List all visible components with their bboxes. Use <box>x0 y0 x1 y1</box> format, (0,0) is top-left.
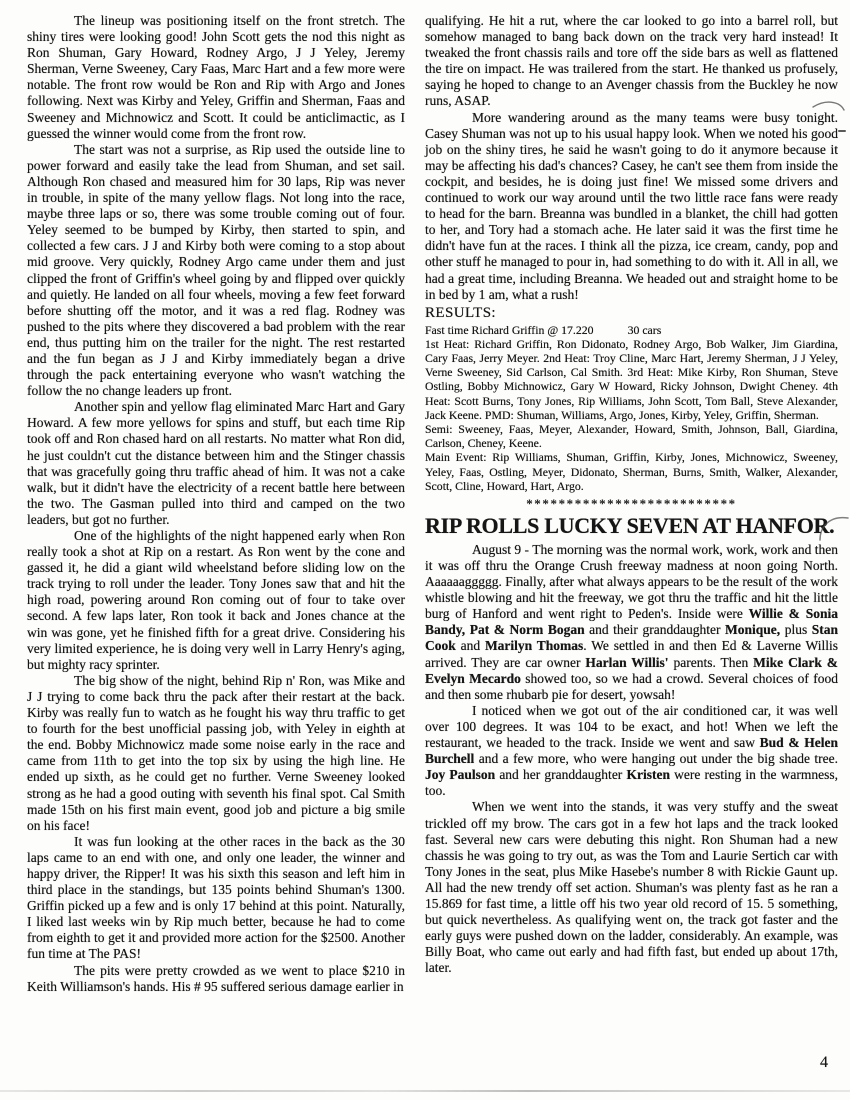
paragraph: It was fun looking at the other races in the back as the 30 laps came to an end with one, and only one leader, the winner and happy driver, the Ripper! It was his sixth this season and left him in third place in the standings, but 135 points behind Shuman's 1300. Griffin picked up a few and is only 17 behind at this point. Naturally, I liked last weeks win by Rip much better, because he had to come from eighth to get it and provided more action for the $2500. Another fun time at The PAS! <box>27 833 405 962</box>
paragraph: Another spin and yellow flag eliminated Marc Hart and Gary Howard. A few more yellows for spins and stuff, but each time Rip took off and Ron chased hard on all restarts. No matter what Ron did, he just couldn't cut the distance between him and the Stinger chassis that was gracefully going thru traffic ahead of him. It was not a cake walk, but it didn't have the electricity of a recent battle here between the two. The Gasman pulled into third and camped on the two leaders, but got no further. <box>27 399 405 527</box>
paragraph: One of the highlights of the night happened early when Ron really took a shot at Rip on a restart. As Ron went by the cone and gassed it, he did a giant wild wheelstand before sliding low on the track trying to roll under the leader. Tony Jones saw that and hit the high road, powering around Ron coming out of four to take over second. A few laps later, Ron took it back and Jones chance at the win was gone, yet he finished fifth for a great drive. Considering his very limited experience, he is doing very well in Larry Henry's aging, but mighty racy sprinter. <box>27 528 405 672</box>
scan-dash-mark <box>838 130 846 132</box>
paragraph: More wandering around as the many teams were busy tonight. Casey Shuman was not up to his usual happy look. When we noted his good job on the shiny tires, he said he wasn't going to do it anymore because it may be affecting his dad's chances? Casey, he can't see them from inside the cockpit, and besides, he is doing just fine! We missed some drivers and continued to work our way around until the two little race fans were ready to head for the barn. Breanna was bundled in a blanket, the chill had gotten to her, and Tory had a stomach ache. He later said it was the first time he didn't have fun at the races. I think all the pizza, ice cream, candy, pop and other stuff he managed to pour in, had something to do with it. All in all, we had a great time, including Breanna. We headed out and straight home to be in bed by 1 am, what a rush! <box>425 109 838 302</box>
paragraph: August 9 - The morning was the normal work, work, work and then it was off thru the Orange Crush freeway madness at noon going North. Aaaaaaggggg. Finally, after what always appears to be the result of the work whistle blowing and hit the freeway, we got thru the traffic and hit the little burg of Hanford and went right to Peden's. Inside were Willie & Sonia Bandy, Pat & Norm Bogan and their granddaughter Monique, plus Stan Cook and Marilyn Thomas. We settled in and then Ed & Laverne Willis arrived. They are car owner Harlan Willis' parents. Then Mike Clark & Evelyn Mecardo showed too, so we had a crowd. Several choices of food and then some rhubarb pie for desert, yowsah! <box>425 541 839 702</box>
continuation-paragraph: qualifying. He hit a rut, where the car looked to go into a barrel roll, but somehow managed to bang back down on the track very hard instead! It tweaked the front chassis rails and tore off the side bars as well as flattened the tire on impact. He was trailered from the start. He thanked us profusely, saying he hoped to change to an Avenger chassis from the Buckley he now runs, ASAP. <box>425 13 838 109</box>
paragraph: The pits were pretty crowded as we went to place $210 in Keith Williamson's hands. His # 95 suffered serious damage earlier in <box>27 962 405 994</box>
right-column <box>425 13 838 995</box>
main-event-results: Main Event: Rip Williams, Shuman, Griffin, Kirby, Jones, Michnowicz, Sweeney, Yeley, Faas, Ostling, Meyer, Didonato, Sherman, Burns, Smith, Walker, Alexander, Scott, Cline, Howard, Hart, Argo. <box>425 450 838 493</box>
left-column <box>27 13 405 995</box>
paragraph: When we went into the stands, it was very stuffy and the sweat trickled off my brow. The cars got in a few hot laps and the track looked fast. Several new cars were debuting this night. Ron Shuman had a new chassis he was going to try out, as was the Tom and Laurie Sertich car with Tony Jones in the seat, plus Mike Hasebe's number 8 with Rickie Gaunt up. All had the new trendy off set action. Shuman's was plenty fast as he ran a 15.869 for fast time, a little off his two year old record of 15. 5 something, but quick nevertheless. As qualifying went on, the track got faster and the early guys were pushed down on the ladder, considerably. An example, was Billy Boat, who came out early and had fifth fast, but ended up about 17th, later. <box>425 799 838 976</box>
semi-results: Semi: Sweeney, Faas, Meyer, Alexander, Howard, Smith, Johnson, Ball, Giardina, Carlson, Cheney, Keene. <box>425 421 838 451</box>
two-column-text-block <box>27 13 838 995</box>
page-number: 4 <box>820 1054 828 1071</box>
paragraph: The lineup was positioning itself on the front stretch. The shiny tires were looking good! John Scott gets the nod this night as Ron Shuman, Gary Howard, Rodney Argo, J J Yeley, Jeremy Sherman, Verne Sweeney, Cary Faas, Marc Hart and a few more were notable. The front row would be Ron and Rip with Argo and Jones following. Next was Kirby and Yeley, Griffin and Sherman, Faas and Sweeney and Michnowicz and Scott. It could be anticlimactic, as I guessed the winner would come from the front row. <box>27 13 405 141</box>
fast-time-line <box>425 323 838 337</box>
paragraph: I noticed when we got out of the air conditioned car, it was well over 100 degrees. It was 104 to be exact, and hot! When we left the restaurant, we headed to the track. Inside we went and saw Bud & Helen Burchell and a few more, who were hanging out under the big shade tree. Joy Paulson and her granddaughter Kristen were resting in the warmness, too. <box>425 702 839 799</box>
asterisk-divider: ************************** <box>526 495 737 511</box>
article-headline: RIP ROLLS LUCKY SEVEN AT HANFOR. <box>425 512 835 538</box>
results-heading: RESULTS: <box>425 304 497 321</box>
fast-time-text: Fast time Richard Griffin @ 17.220 <box>425 322 594 337</box>
paragraph: The start was not a surprise, as Rip used the outside line to power forward and easily take the lead from Shuman, and set sail. Although Ron chased and measured him for 30 laps, Rip was never in trouble, in spite of the many yellow flags. Not long into the race, maybe three laps or so, there was some trouble coming out of four. Yeley seemed to be bumped by Kirby, then started to spin, and collected a few cars. J J and Kirby both were coming to a stop about mid groove. Very quickly, Rodney Argo came under them and just clipped the front of Griffin's wheel going by and flipped over quickly and quietly. He landed on all four wheels, moving a few feet forward before shutting off the motor, and it was a red flag. Rodney was pushed to the pits where they discovered a bad problem with the rear end, thus putting him on the trailer for the night. The rest restarted and the fun began as J J and Kirby immediately began a drive through the pack entertaining everyone who wasn't watching the follow the no change leaders up front. <box>27 141 405 399</box>
scan-edge-line <box>0 1090 850 1092</box>
car-count: 30 cars <box>627 322 662 337</box>
paragraph: The big show of the night, behind Rip n' Ron, was Mike and J J trying to come back thru the pack after their restart at the back. Kirby was really fun to watch as he fought his way thru traffic to get to fourth for the best unofficial passing job, with Yeley in eighth at the end. Bobby Michnowicz made some noise early in the race and came from 11th to get into the top six by using the high line. He ended up sixth, as he could get no further. Verne Sweeney looked strong as he had a good outing with seventh his final spot. Cal Smith made 15th on his first main event, good job and picture a big smile on his face! <box>27 672 405 833</box>
heat-results: 1st Heat: Richard Griffin, Ron Didonato, Rodney Argo, Bob Walker, Jim Giardina, Cary Faas, Jerry Meyer. 2nd Heat: Troy Cline, Marc Hart, Jeremy Sherman, J J Yeley, Verne Sweeney, Sid Carlson, Cal Smith. 3rd Heat: Mike Kirby, Ron Shuman, Steve Ostling, Bobby Michnowicz, Gary W Howard, Ricky Johnson, Dwight Cheney. 4th Heat: Scott Burns, Tony Jones, Rip Williams, John Scott, Tom Ball, Steve Alexander, Jack Keene. PMD: Shuman, Williams, Argo, Jones, Kirby, Yeley, Griffin, Sherman. <box>425 336 838 422</box>
